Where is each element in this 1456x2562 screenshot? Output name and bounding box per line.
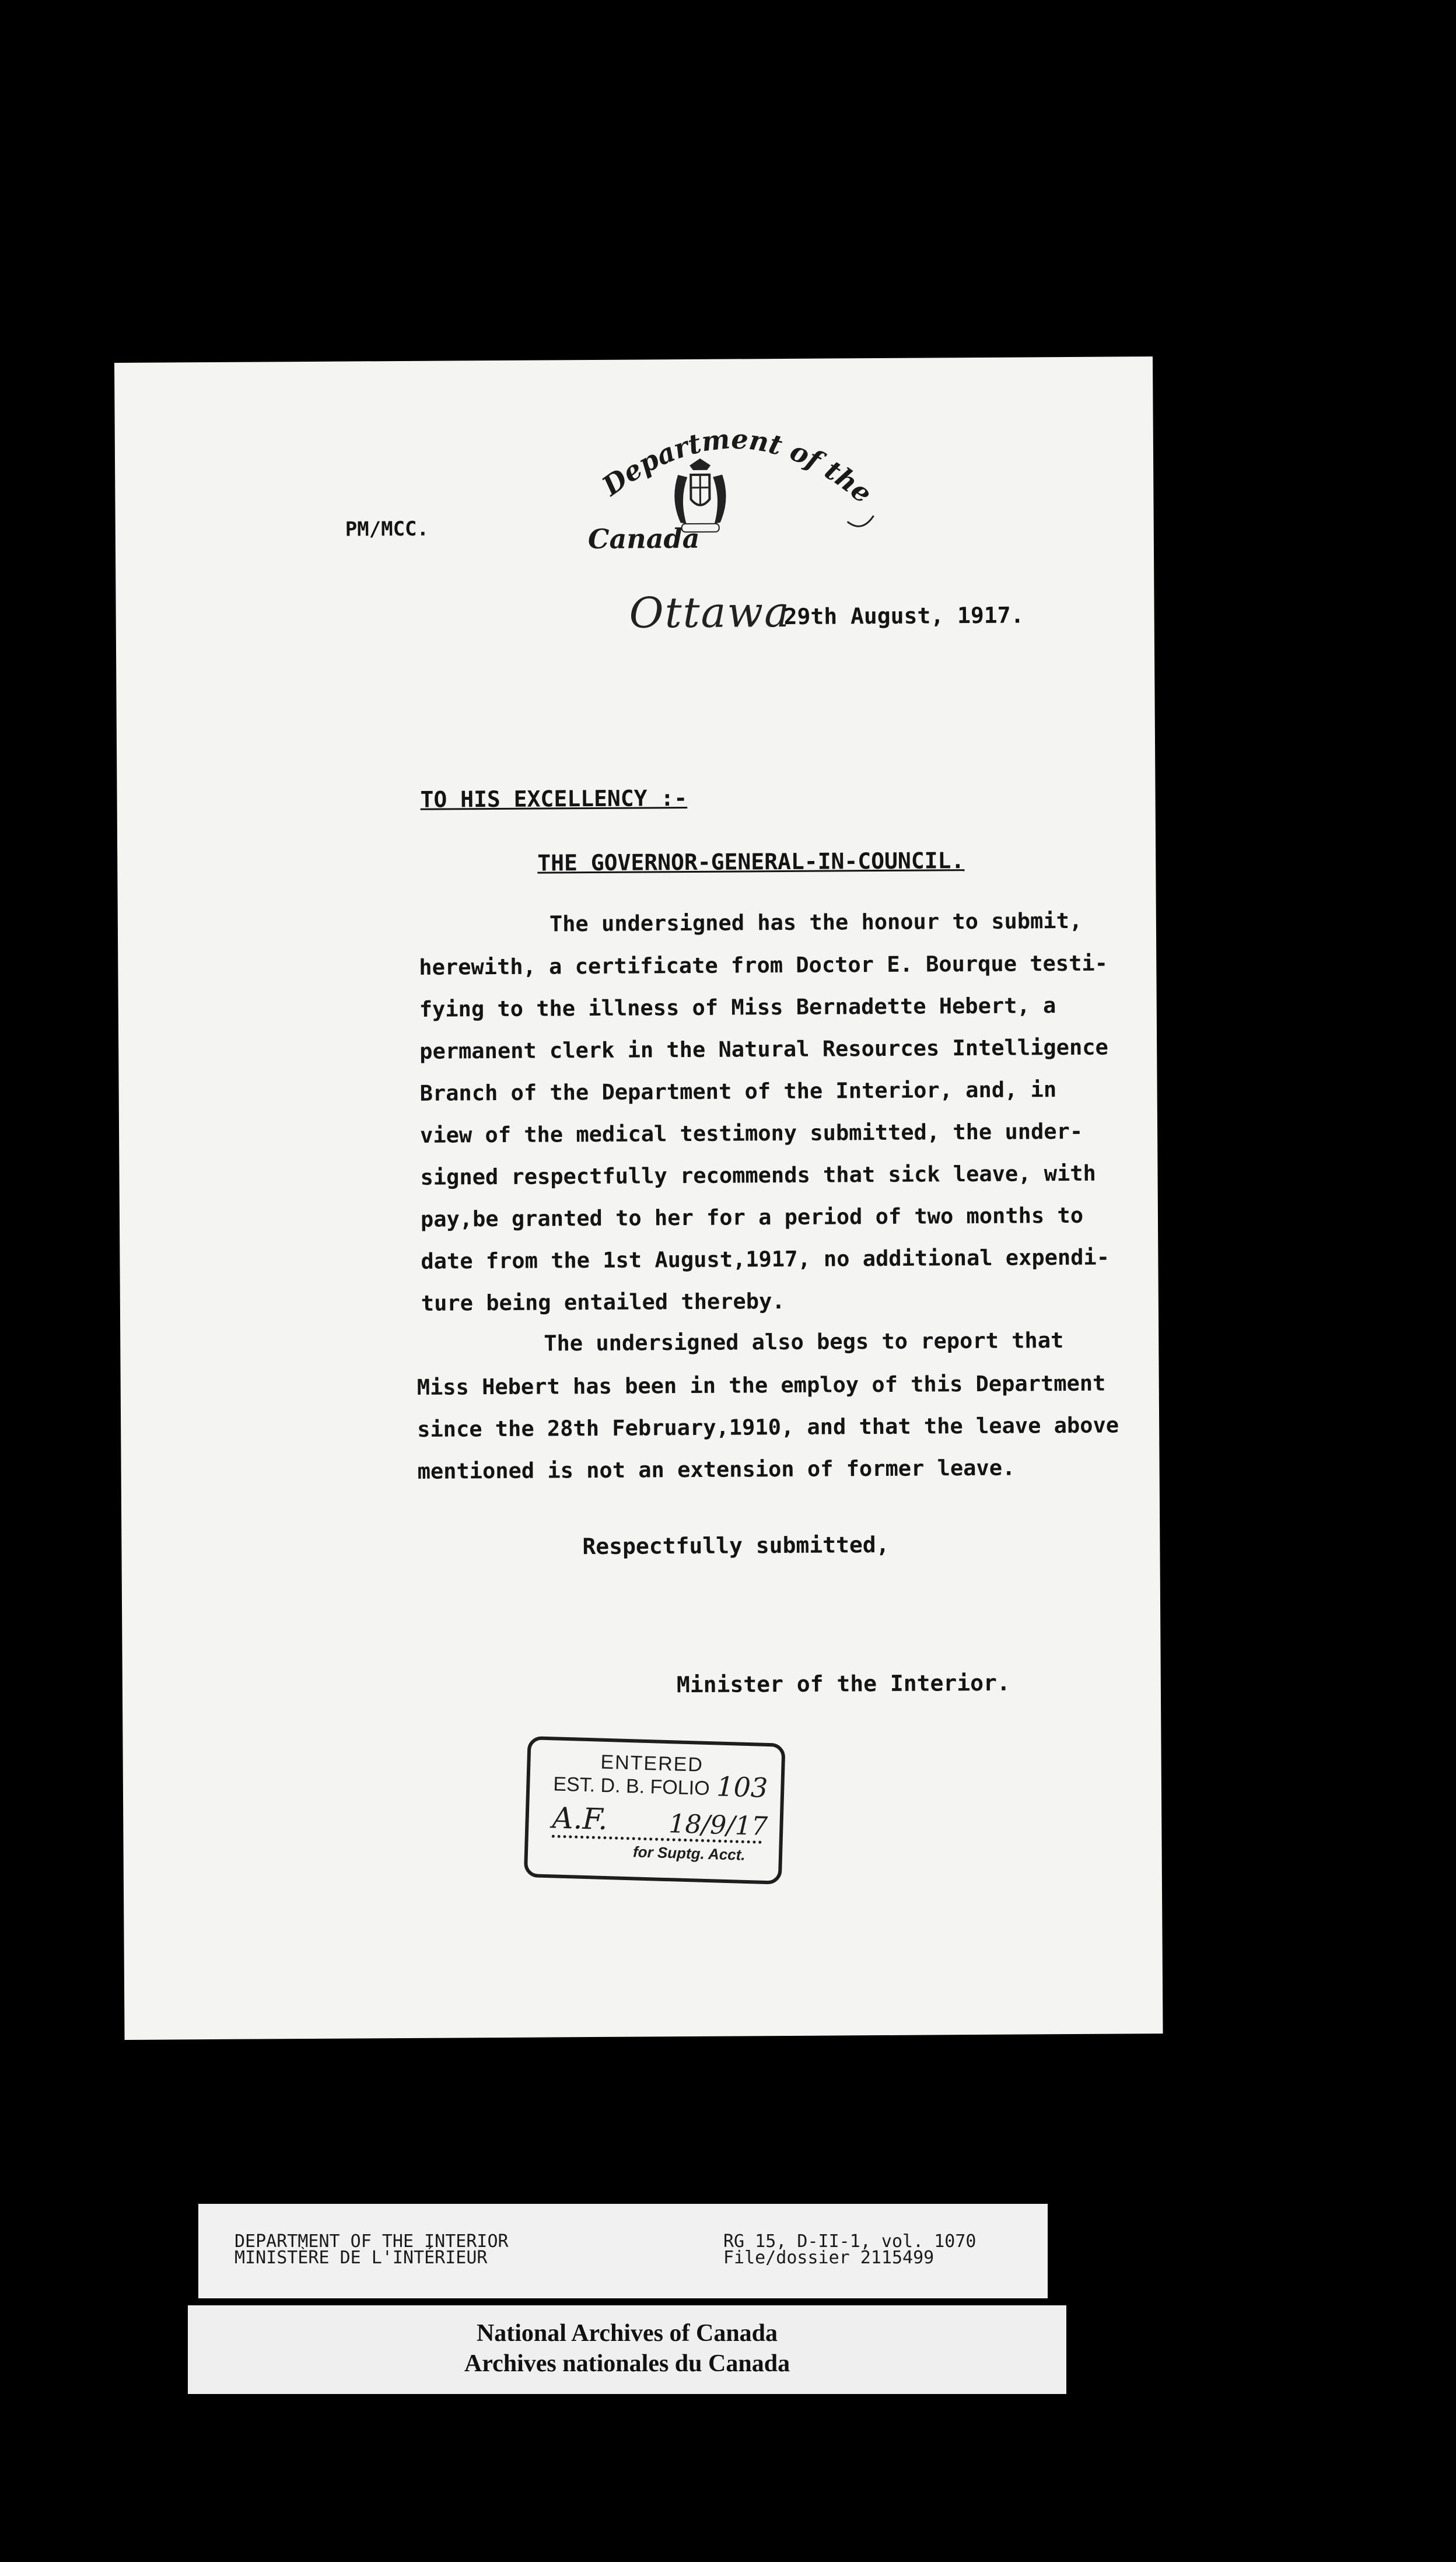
body-line: Branch of the Department of the Interior, and, in [419, 1077, 1057, 1106]
body-line: The undersigned also begs to report that [544, 1328, 1064, 1356]
country-name: Canada [587, 522, 700, 555]
addressee-line-1: TO HIS EXCELLENCY :- [420, 785, 688, 813]
signer-title: Minister of the Interior. [676, 1670, 1010, 1698]
body-line: The undersigned has the honour to submit, [549, 908, 1083, 937]
body-line: pay,be granted to her for a period of two months to [420, 1202, 1084, 1232]
body-line: date from the 1st August,1917, no additional expendi- [421, 1244, 1110, 1274]
body-line: mentioned is not an extension of former leave. [417, 1455, 1016, 1484]
svg-text:Department of the Interior: Department of the [596, 423, 878, 510]
body-line: ture being entailed thereby. [421, 1289, 785, 1316]
entered-stamp [524, 1736, 786, 1885]
archive-reference-label [198, 2204, 1048, 2298]
addressee-line-2: THE GOVERNOR-GENERAL-IN-COUNCIL. [537, 848, 965, 876]
archive-name-english: National Archives of Canada [476, 2320, 778, 2347]
letter-date: 29th August, 1917. [783, 602, 1024, 629]
stamp-folio-number: 103 [716, 1770, 768, 1804]
archive-ref-1: RG 15, D-II-1, vol. 1070 [723, 2231, 977, 2252]
dept-english: DEPARTMENT OF THE INTERIOR [235, 2231, 509, 2252]
body-line: signed respectfully recommends that sick leave, with [420, 1160, 1097, 1190]
archive-ref-2: File/dossier 2115499 [723, 2248, 935, 2268]
dept-french: MINISTÈRE DE L'INTÉRIEUR [235, 2248, 488, 2268]
closing: Respectfully submitted, [582, 1531, 890, 1560]
stamp-initials: A.F. [551, 1801, 608, 1837]
body-line: view of the medical testimony submitted, the under- [419, 1118, 1083, 1148]
place-name: Ottawa [629, 587, 791, 638]
archive-name-label [188, 2305, 1066, 2394]
reference-code: PM/MCC. [345, 517, 429, 541]
body-line: since the 28th February,1910, and that the leave above [417, 1412, 1119, 1442]
letter-page [114, 356, 1163, 2040]
royal-coat-of-arms-icon [674, 459, 726, 533]
stamp-date: 18/9/17 [668, 1809, 768, 1842]
stamp-folio-label: EST. D. B. FOLIO [552, 1773, 710, 1800]
stamp-footer: for Suptg. Acct. [632, 1843, 746, 1864]
body-line: Miss Hebert has been in the employ of this Department [416, 1370, 1106, 1400]
archive-name-french: Archives nationales du Canada [464, 2350, 790, 2377]
body-line: fying to the illness of Miss Bernadette Hebert, a [419, 993, 1056, 1022]
body-line: permanent clerk in the Natural Resources Intelligence [419, 1034, 1108, 1064]
stamp-entered: ENTERED [600, 1751, 704, 1776]
body-line: herewith, a certificate from Doctor E. Bourque testi- [419, 950, 1108, 980]
